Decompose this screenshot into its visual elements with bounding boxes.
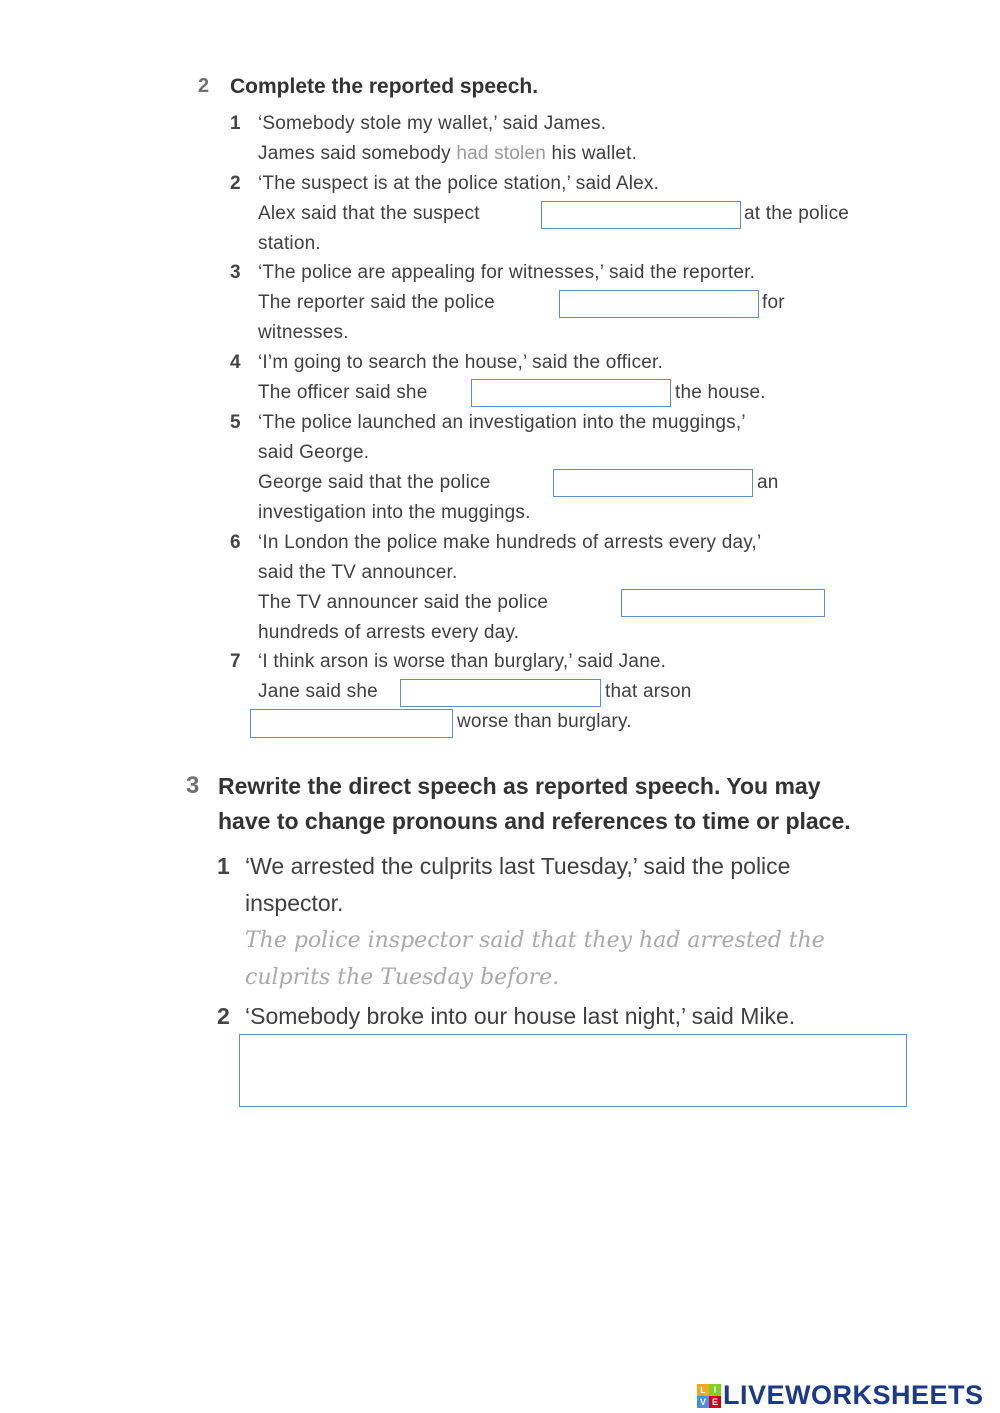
reported-continuation: station. — [258, 233, 321, 254]
direct-quote: ‘The police are appealing for witnesses,’ said the reporter. — [258, 262, 756, 283]
item-number: 2 — [217, 1003, 230, 1029]
liveworksheets-logo — [697, 1380, 984, 1411]
reported-prefix: The reporter said the police — [258, 292, 495, 313]
reported-suffix: an — [757, 472, 779, 493]
direct-quote-continued: said George. — [258, 442, 370, 463]
reported-suffix: at the police — [744, 203, 850, 224]
reported-line — [258, 143, 637, 165]
answer-input-2[interactable] — [541, 201, 741, 229]
reported-suffix: for — [762, 292, 785, 313]
item-number: 1 — [230, 113, 241, 134]
section-3-title-line-1: Rewrite the direct speech as reported speech. You may — [218, 773, 821, 799]
logo-mark-icon — [697, 1384, 721, 1408]
reported-prefix: Jane said she — [258, 681, 378, 702]
item-number: 2 — [230, 173, 241, 194]
answer-input-7a[interactable] — [400, 679, 601, 707]
section-3-title-line-2: have to change pronouns and references to time or place. — [218, 808, 851, 834]
section-2-number: 2 — [198, 75, 210, 97]
section-2-title: Complete the reported speech. — [230, 75, 539, 98]
logo-mark-letter: L — [697, 1384, 709, 1396]
direct-quote: ‘The police launched an investigation into the muggings,’ — [258, 412, 746, 433]
item-number: 1 — [217, 853, 230, 879]
reported-continuation: investigation into the muggings. — [258, 502, 531, 523]
example-answer-line-2: culprits the Tuesday before. — [245, 965, 560, 990]
example-answer-line-1: The police inspector said that they had arrested the — [245, 928, 825, 953]
reported-prefix: Alex said that the suspect — [258, 203, 480, 224]
logo-mark-letter: E — [709, 1396, 721, 1408]
reported-suffix: that arson — [605, 681, 692, 702]
example-answer: had stolen — [456, 143, 547, 164]
answer-input-4[interactable] — [471, 379, 671, 407]
item-number: 3 — [230, 262, 241, 283]
reported-prefix: The officer said she — [258, 382, 428, 403]
reported-prefix: The TV announcer said the police — [258, 592, 549, 613]
reported-suffix: the house. — [675, 382, 766, 403]
section-3-number: 3 — [186, 772, 200, 799]
direct-quote: ‘We arrested the culprits last Tuesday,’ said the police — [245, 853, 791, 879]
reported-prefix: George said that the police — [258, 472, 491, 493]
reported-continuation: worse than burglary. — [457, 711, 632, 732]
answer-textarea-3-2[interactable] — [239, 1034, 907, 1107]
direct-quote: ‘In London the police make hundreds of arrests every day,’ — [258, 532, 762, 553]
reported-continuation: witnesses. — [258, 322, 349, 343]
answer-input-7b[interactable] — [250, 709, 453, 738]
item-number: 4 — [230, 352, 241, 373]
item-number: 6 — [230, 532, 241, 553]
direct-quote-continued: said the TV announcer. — [258, 562, 458, 583]
reported-prefix: James said somebody — [258, 143, 451, 164]
direct-quote: ‘I think arson is worse than burglary,’ said Jane. — [258, 651, 667, 672]
logo-mark-letter: V — [697, 1396, 709, 1408]
direct-quote: ‘Somebody stole my wallet,’ said James. — [258, 113, 607, 134]
logo-mark-letter: I — [709, 1384, 721, 1396]
answer-input-5[interactable] — [553, 469, 753, 497]
reported-suffix: his wallet. — [551, 143, 638, 164]
direct-quote: ‘Somebody broke into our house last night,’ said Mike. — [245, 1003, 796, 1029]
item-number: 7 — [230, 651, 241, 672]
answer-input-3[interactable] — [559, 290, 759, 318]
item-number: 5 — [230, 412, 241, 433]
direct-quote-continued: inspector. — [245, 890, 344, 916]
reported-continuation: hundreds of arrests every day. — [258, 622, 520, 643]
direct-quote: ‘The suspect is at the police station,’ said Alex. — [258, 173, 660, 194]
direct-quote: ‘I’m going to search the house,’ said the officer. — [258, 352, 664, 373]
answer-input-6[interactable] — [621, 589, 825, 617]
logo-text: LIVEWORKSHEETS — [723, 1380, 984, 1410]
